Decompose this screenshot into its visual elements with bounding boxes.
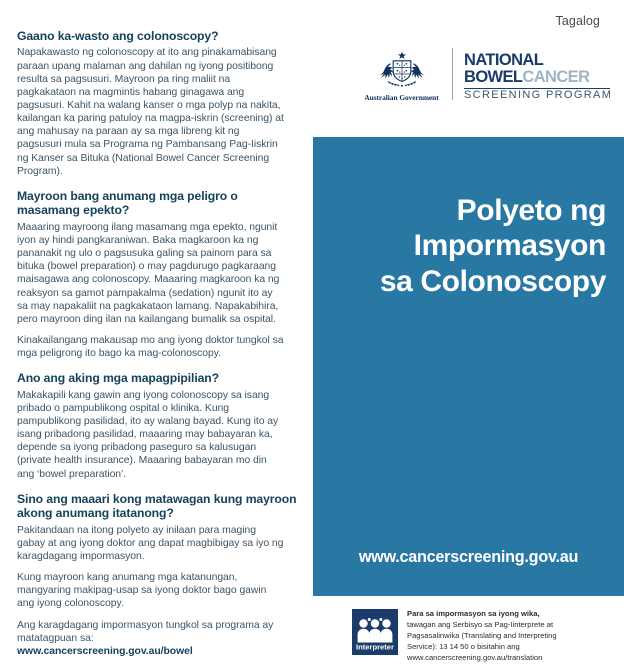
faq-heading: Sino ang maaari kong matawagan kung mayroon akong anumang itatanong?	[17, 491, 297, 521]
faq-paragraph: Kung mayroon kang anumang mga katanungan, mangyaring makipag-usap sa iyong doktor bago gawin ang iyong colonoscopy.	[17, 572, 267, 610]
translation-website-link[interactable]: www.cancerscreening.gov.au/translation	[407, 652, 543, 662]
program-website-link[interactable]: www.cancerscreening.gov.au/bowel	[17, 645, 193, 657]
faq-heading: Gaano ka-wasto ang colonoscopy?	[17, 29, 219, 43]
interpreter-info-line: Service): 13 14 50 o bisitahin ang	[407, 641, 520, 651]
faq-heading: Ano ang aking mga mapagpipilian?	[17, 371, 219, 386]
program-logo-line-bowel: BOWEL	[464, 68, 523, 87]
faq-heading: Mayroon bang anumang mga peligro o masamang epekto?	[17, 188, 238, 218]
interpreter-badge-label: Interpreter	[356, 642, 394, 652]
faq-section-contact	[17, 492, 300, 658]
page-title-line-1: Polyeto ng	[456, 194, 606, 227]
interpreter-badge-icon	[352, 609, 398, 655]
branding-column	[313, 0, 624, 672]
interpreter-info-text	[407, 609, 557, 664]
faq-paragraph: Makakapili kang gawin ang iyong colonoscopy sa isang pribado o pampublikong ospital o klinika. Kung pampublikong pasilidad, ito ay walang bayad. Kung ito ay isang pribadong pasilidad, maaaring may babayaran ka, depende sa iyong pribadong paseguro sa kalusugan (private health insurance). Maaaring babayaran mo din ang ‘bowel preparation’.	[17, 389, 279, 480]
australian-government-crest-icon	[375, 51, 429, 91]
interpreter-info-bold-line: Para sa impormasyon sa iyong wika,	[407, 609, 540, 618]
national-bowel-cancer-screening-program-logo	[464, 53, 612, 102]
program-logo-line-screening-program: SCREENING PROGRAM	[464, 89, 613, 101]
logo-divider	[452, 48, 453, 100]
interpreter-footer	[352, 609, 622, 664]
program-logo-line-national: NATIONAL	[464, 51, 544, 70]
faq-paragraph: Napakawasto ng colonoscopy at ito ang pinakamabisang paraan upang malaman ang dahilan ng iyong positibong resulta sa pagsusuri. Mayroon pa ring maliit na pagkakataon na magmintis habang ginagawa ang pagsusuri. Kahit na walang kanser o mga polyp na nakita, kailangan ka paring patuloy na magpa-iskrin (screening) at ang mahusay na paraan ay sa mga libreng kit ng pagsusuri mula sa Programa ng Pambansang Pag-Iiskrin ng Kanser sa Bituka (National Bowel Cancer Screening Program).	[17, 47, 284, 177]
logo-row	[351, 40, 613, 102]
faq-paragraph: Pakitandaan na itong polyeto ay inilaan para maging gabay at ang iyong doktor ang dapat magbibigay sa iyo ng karagdagang impormasyon.	[17, 524, 284, 562]
page-title-line-2: Impormasyon	[413, 229, 606, 263]
faq-paragraph: Kinakailangang makausap mo ang iyong doktor tungkol sa mga peligrong ito bago ka mag-colonoscopy.	[17, 334, 284, 360]
faq-section-risks	[17, 189, 300, 360]
faq-section-options	[17, 371, 300, 480]
interpreter-info-line: Pagsasalinwika (Translating and Interpreting	[407, 630, 557, 640]
article-column	[0, 0, 300, 672]
faq-section-accuracy	[17, 29, 300, 178]
faq-paragraph: Maaaring mayroong ilang masamang mga epekto, ngunit iyon ay hindi pangkaraniwan. Baka magkaroon ka ng pananakit ng ulo o pagsusuka galing sa painom para sa bituka (bowel preparation) o may pagdurugo pagkaraang maisagawa ang colonoscopy. Maaaring magkaroon ka ng reaksyon sa gamot pampakalma (sedation) ngunit ito ay sa may napakaliit na pagkakataon lamang. Napakabihira, pero mayroon ding ilan na kailangang bumalik sa ospital.	[17, 221, 280, 325]
australian-government-label: Australian Government	[364, 93, 439, 102]
australian-government-logo	[351, 51, 452, 102]
program-logo-line-cancer: CANCER	[522, 68, 590, 87]
more-info-intro: Ang karagdagang impormasyon tungkol sa programa ay matatagpuan sa:	[17, 619, 274, 644]
interpreter-info-line: tawagan ang Serbisyo sa Pag-Iinterprete at	[407, 619, 554, 629]
language-label: Tagalog	[555, 14, 600, 28]
page-title-line-3: sa Colonoscopy	[379, 264, 606, 298]
hero-website-link[interactable]: www.cancerscreening.gov.au	[358, 548, 579, 566]
hero-panel	[313, 137, 624, 596]
page-title	[380, 193, 606, 299]
